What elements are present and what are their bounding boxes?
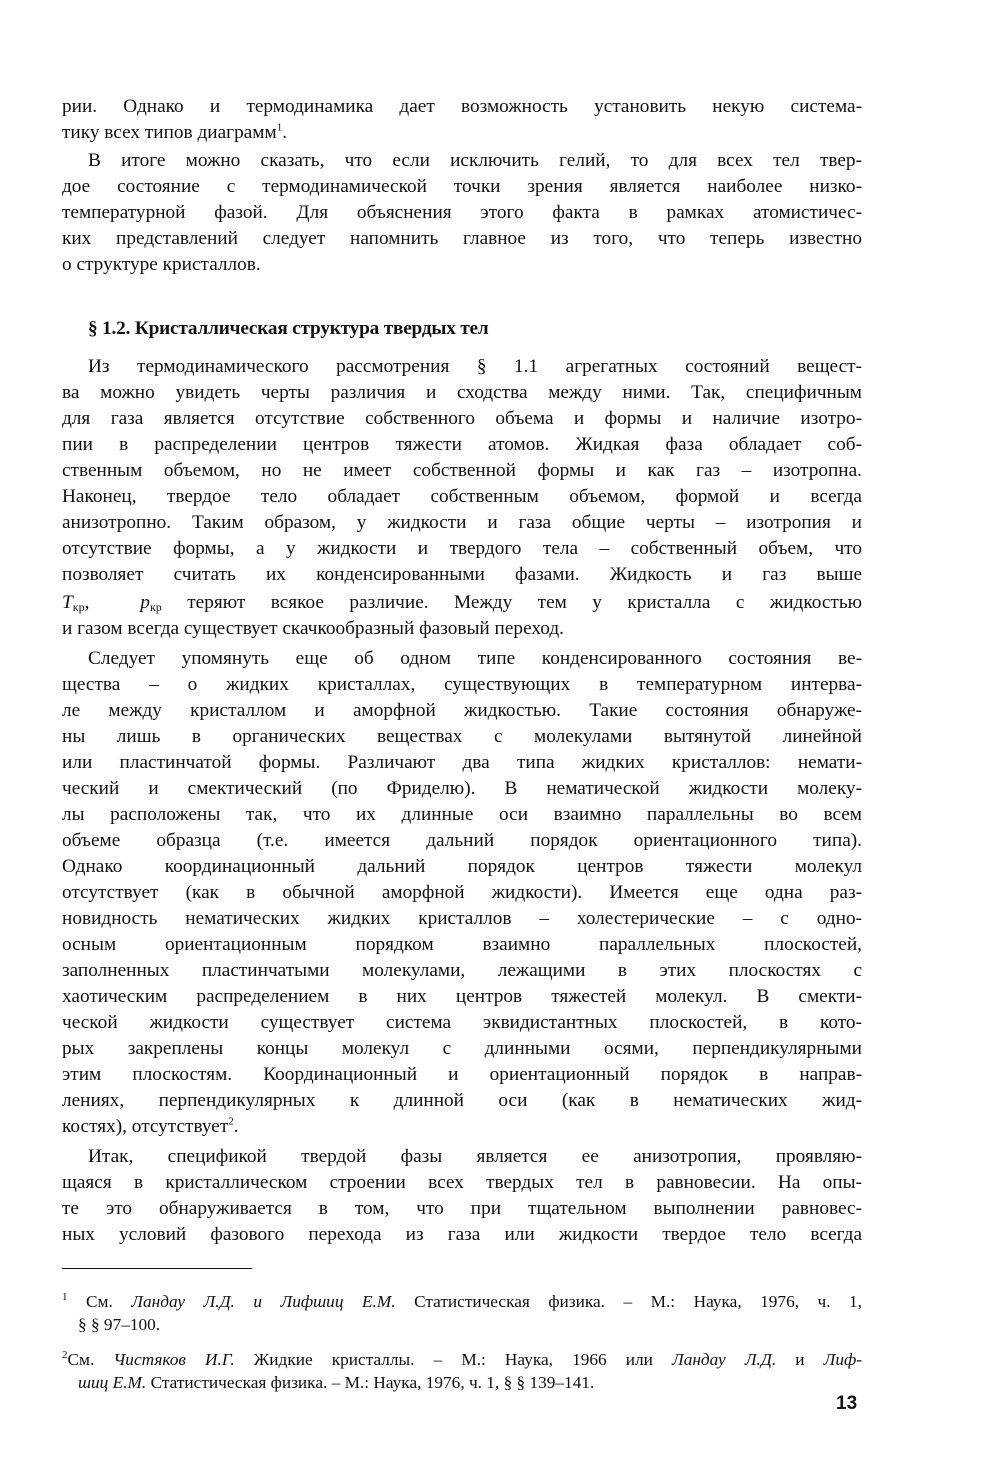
text-line: ческий и смектический (по Фриделю). В нематической жидкости молеку- [62,778,862,799]
footnote-divider [62,1268,252,1269]
text-line: Однако координационный дальний порядок центров тяжести молекул [62,856,862,877]
text-line: ны лишь в органических веществах с молекулами вытянутой линейной [62,726,862,747]
text-line: ных условий фазового перехода из газа или жидкости твердое тело всегда [62,1224,862,1245]
text-line: и газом всегда существует скачкообразный фазовый переход. [62,618,564,639]
text-line: В итоге можно сказать, что если исключить гелий, то для всех тел твер- [88,150,862,171]
text-line: осным ориентационным порядком взаимно параллельных плоскостей, [62,934,862,955]
footnote-2: $^2$См. Чистяков И.Г. Жидкие кристаллы. – М.: Наука, 1966 или Ландау Л.Д. и Лиф- [62,1349,863,1369]
text-line: щаяся в кристаллическом строении всех твердых тел в равновесии. На опы- [62,1172,862,1193]
text-line: новидность нематических жидких кристаллов – холестерические – с одно- [62,908,862,929]
text-line: тику всех типов диаграмм$^1$. [62,121,288,143]
text-line: этим плоскостям. Координационный и ориентационный порядок в направ- [62,1064,862,1085]
footnote-2-cont: шиц Е.М. Статистическая физика. – М.: Наука, 1976, ч. 1, § § 139–141. [78,1373,595,1392]
text-line: рых закреплены концы молекул с длинными осями, перпендикулярными [62,1038,862,1059]
text-line: Итак, спецификой твердой фазы является ее анизотропия, проявляю- [88,1146,862,1167]
footnote-1: $^1$ См. Ландау Л.Д. и Лифшиц Е.М. Статистическая физика. – М.: Наука, 1976, ч. 1, [62,1291,862,1311]
text-line: дое состояние с термодинамической точки зрения является наиболее низко- [62,176,862,197]
footnote-ref: 2 [228,1115,234,1128]
text-line: для газа является отсутствие собственного объема и формы и наличие изотро- [62,408,862,429]
text-line: лы расположены так, что их длинные оси взаимно параллельны во всем [62,804,862,825]
formula-line: $T_{кр}$, $p_{кр}$ теряют всякое различие. Между тем у кристалла с жидкостью [62,592,863,614]
text-line: позволяет считать их конденсированными фазами. Жидкость и газ выше [62,564,862,585]
page-number: 13 [836,1393,858,1414]
text-line: ческой жидкости существует система эквидистантных плоскостей, в кото- [62,1012,862,1033]
footnote-1-cont: § § 97–100. [78,1315,161,1334]
text-line: ких представлений следует напомнить главное из того, что теперь известно [62,228,862,249]
text-line: лениях, перпендикулярных к длинной оси (как в нематических жид- [62,1090,862,1111]
text-line: или пластинчатой формы. Различают два типа жидких кристаллов: немати- [62,752,862,773]
text-line: хаотическим распределением в них центров тяжестей молекул. В смекти- [62,986,862,1007]
text-line: Наконец, твердое тело обладает собственным объемом, формой и всегда [62,486,862,507]
text-line: заполненных пластинчатыми молекулами, лежащими в этих плоскостях с [62,960,862,981]
text-line: отсутствует (как в обычной аморфной жидкости). Имеется еще одна раз- [62,882,862,903]
text-line: пии в распределении центров тяжести атомов. Жидкая фаза обладает соб- [62,434,862,455]
text-line: ва можно увидеть черты различия и сходства между ними. Так, специфичным [62,382,862,403]
text-line: те это обнаруживается в том, что при тщательном выполнении равновес- [62,1198,862,1219]
text-line: отсутствие формы, а у жидкости и твердого тела – собственный объем, что [62,538,862,559]
text-line: температурной фазой. Для объяснения этого факта в рамках атомистичес- [62,202,862,223]
text-line: щества – о жидких кристаллах, существующих в температурном интерва- [62,674,862,695]
text-line: анизотропно. Таким образом, у жидкости и газа общие черты – изотропия и [62,512,862,533]
text-line: ственным объемом, но не имеет собственной формы и как газ – изотропна. [62,460,862,481]
text-line: костях), отсутствует$^2$. [62,1115,239,1137]
text-line: Из термодинамического рассмотрения § 1.1 агрегатных состояний вещест- [88,356,862,377]
text-line: ле между кристаллом и аморфной жидкостью. Такие состояния обнаруже- [62,700,862,721]
footnote-ref: 1 [276,121,283,134]
text-line: Следует упомянуть еще об одном типе конденсированного состояния ве- [88,648,862,669]
text-line: объеме образца (т.е. имеется дальний порядок ориентационного типа). [62,830,862,851]
section-heading: § 1.2. Кристаллическая структура твердых тел [88,318,489,339]
text-line: о структуре кристаллов. [62,254,261,275]
text-line: рии. Однако и термодинамика дает возможность установить некую система- [62,96,862,117]
